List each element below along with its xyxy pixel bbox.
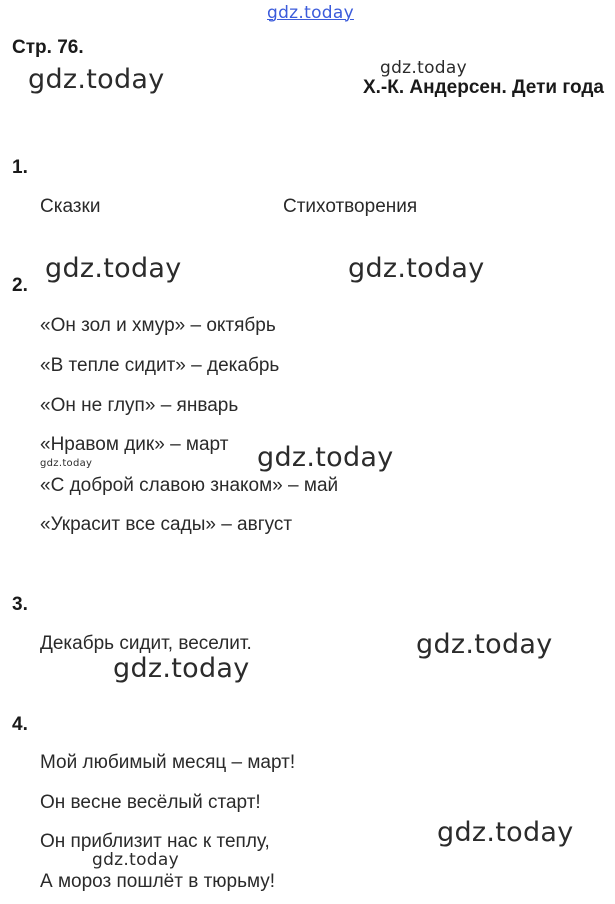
section-4-line: Мой любимый месяц – март! [40,752,296,773]
section-1-col1: Сказки [40,196,101,217]
watermark: gdz.today [92,850,179,870]
watermark: gdz.today [348,253,485,284]
watermark: gdz.today [45,253,182,284]
section-2-line: «С доброй славою знаком» – май [40,475,339,496]
watermark: gdz.today [257,442,394,473]
section-2-line: «Украсит все сады» – август [40,514,293,535]
section-2-line: «В тепле сидит» – декабрь [40,355,280,376]
watermark: gdz.today [40,458,93,469]
watermark: gdz.today [380,58,467,78]
page-title: Х.-К. Андерсен. Дети года [362,77,604,98]
watermark: gdz.today [28,64,165,95]
watermark: gdz.today [113,653,250,684]
page-label: Стр. 76. [12,37,84,58]
watermark: gdz.today [437,817,574,848]
watermark-top-link[interactable]: gdz.today [267,3,354,23]
section-4-line: Он приблизит нас к теплу, [40,831,270,852]
section-4-line: Он весне весёлый старт! [40,792,261,813]
watermark: gdz.today [416,629,553,660]
section-2-line: «Нравом дик» – март [40,434,229,455]
section-2-number: 2. [12,275,28,296]
section-3-number: 3. [12,594,28,615]
section-2-line: «Он не глуп» – январь [40,395,239,416]
section-1-col2: Стихотворения [283,196,418,217]
section-2-line: «Он зол и хмур» – октябрь [40,315,276,336]
section-4-number: 4. [12,714,28,735]
section-1-number: 1. [12,157,28,178]
section-3-line: Декабрь сидит, веселит. [40,633,252,654]
section-4-line: А мороз пошлёт в тюрьму! [40,871,276,892]
